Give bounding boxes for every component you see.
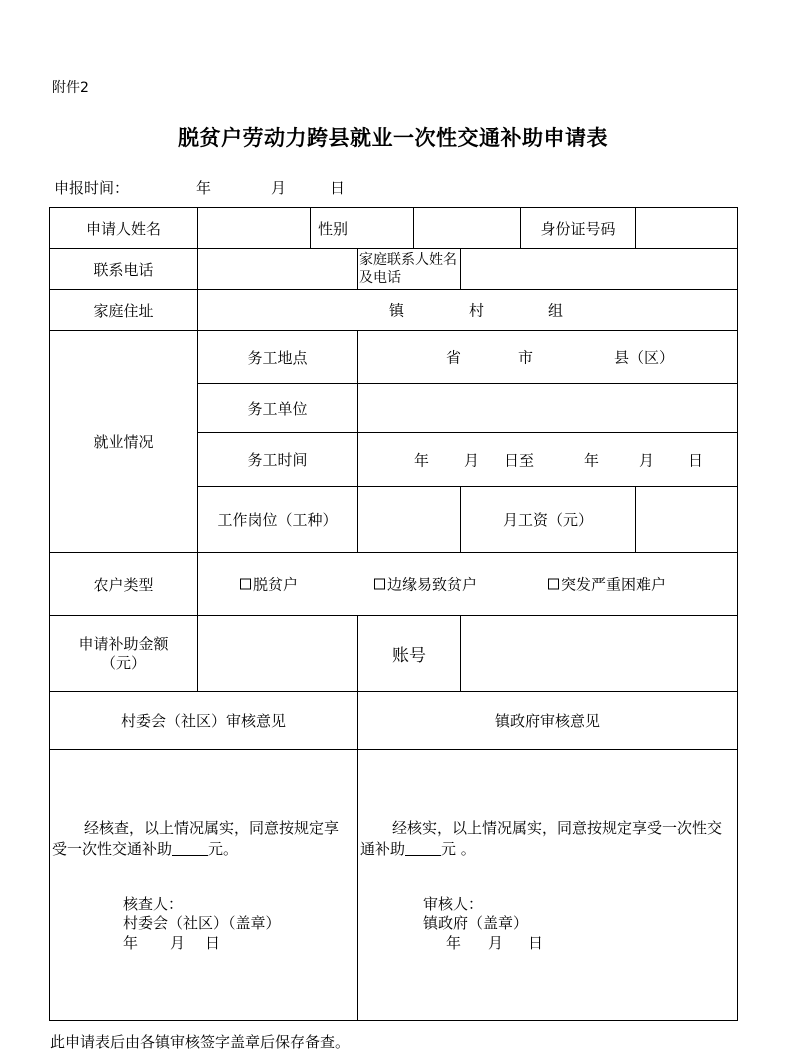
monthly-salary-spacer [636, 487, 738, 553]
phone-field[interactable] [198, 249, 358, 290]
apply-year: 年 [196, 179, 212, 197]
checkbox-icon[interactable] [548, 579, 559, 590]
work-place-label: 务工地点 [198, 331, 358, 384]
town-review-header: 镇政府审核意见 [358, 692, 738, 750]
work-time-day2: 日 [688, 451, 704, 469]
account-field[interactable] [461, 616, 738, 692]
village-sign-year: 年 [123, 934, 139, 952]
village-review-text: 经核查，以上情况属实，同意按规定享受一次性交通补助 元。 [52, 819, 340, 858]
village-sign-day: 日 [205, 934, 221, 952]
village-checker-label: 核查人： [123, 895, 184, 913]
applicant-name-field[interactable] [198, 208, 311, 249]
apply-time-label: 申报时间： [54, 179, 130, 197]
farmer-type-label: 农户类型 [50, 553, 198, 616]
family-contact-label: 家庭联系人姓名及电话 [358, 249, 461, 290]
gender-label: 性别 [318, 220, 349, 238]
town-review-body [358, 750, 738, 1021]
address-field[interactable] [198, 290, 738, 331]
id-number-label: 身份证号码 [521, 208, 636, 249]
applicant-name-label: 申请人姓名 [50, 208, 198, 249]
village-seal-label: 村委会（社区）（盖章） [123, 914, 281, 932]
account-label: 账号 [358, 616, 461, 692]
work-time-month2: 月 [639, 451, 655, 469]
checkbox-icon[interactable] [374, 579, 385, 590]
application-form-table [49, 207, 738, 1021]
village-amount-blank[interactable] [172, 841, 208, 856]
gender-field[interactable] [414, 208, 521, 249]
apply-month: 月 [271, 179, 287, 197]
farmer-type-options [198, 553, 738, 616]
employment-section-label: 就业情况 [50, 331, 198, 553]
work-time-field[interactable] [358, 433, 738, 487]
town-sign-year: 年 [446, 934, 462, 952]
work-province: 省 [446, 348, 462, 367]
footnote: 此申请表后由各镇审核签字盖章后保存备查。 [50, 1033, 351, 1051]
town-review-text: 经核实，以上情况属实，同意按规定享受一次性交通补助 元 。 [360, 819, 723, 858]
apply-day: 日 [330, 179, 346, 197]
address-label: 家庭住址 [50, 290, 198, 331]
address-town: 镇 [389, 301, 405, 320]
village-sign-month: 月 [170, 934, 186, 952]
town-sign-month: 月 [488, 934, 504, 952]
work-unit-label: 务工单位 [198, 384, 358, 433]
village-review-body [50, 750, 358, 1021]
work-time-label: 务工时间 [198, 433, 358, 487]
form-title: 脱贫户劳动力跨县就业一次性交通补助申请表 [178, 126, 608, 150]
town-sign-day: 日 [528, 934, 544, 952]
subsidy-amount-field[interactable] [198, 616, 358, 692]
family-contact-field[interactable] [461, 249, 738, 290]
work-unit-field[interactable] [358, 384, 738, 433]
address-group: 组 [548, 301, 564, 320]
work-time-year2: 年 [584, 451, 600, 469]
farmer-type-option-2[interactable]: 边缘易致贫户 [374, 574, 477, 595]
village-review-header: 村委会（社区）审核意见 [50, 692, 358, 750]
town-seal-label: 镇政府（盖章） [423, 914, 529, 932]
work-time-month1: 月 [464, 451, 480, 469]
monthly-salary-label: 月工资（元） [461, 487, 636, 553]
checkbox-icon[interactable] [240, 579, 251, 590]
phone-label: 联系电话 [50, 249, 198, 290]
work-time-day-to: 日至 [504, 451, 535, 469]
work-city: 市 [518, 348, 534, 367]
subsidy-amount-label: 申请补助金额（元） [50, 616, 198, 692]
work-time-year1: 年 [414, 451, 430, 469]
attachment-label: 附件2 [52, 80, 89, 96]
work-place-field[interactable] [358, 331, 738, 384]
job-position-label: 工作岗位（工种） [198, 487, 358, 553]
job-position-field[interactable] [358, 487, 461, 553]
farmer-type-option-3[interactable]: 突发严重困难户 [548, 574, 666, 595]
work-county: 县（区） [614, 348, 675, 367]
farmer-type-option-1[interactable]: 脱贫户 [240, 574, 298, 595]
town-amount-blank[interactable] [405, 841, 441, 856]
address-village: 村 [469, 301, 485, 320]
town-checker-label: 审核人： [423, 895, 484, 913]
id-number-field[interactable] [636, 208, 738, 249]
